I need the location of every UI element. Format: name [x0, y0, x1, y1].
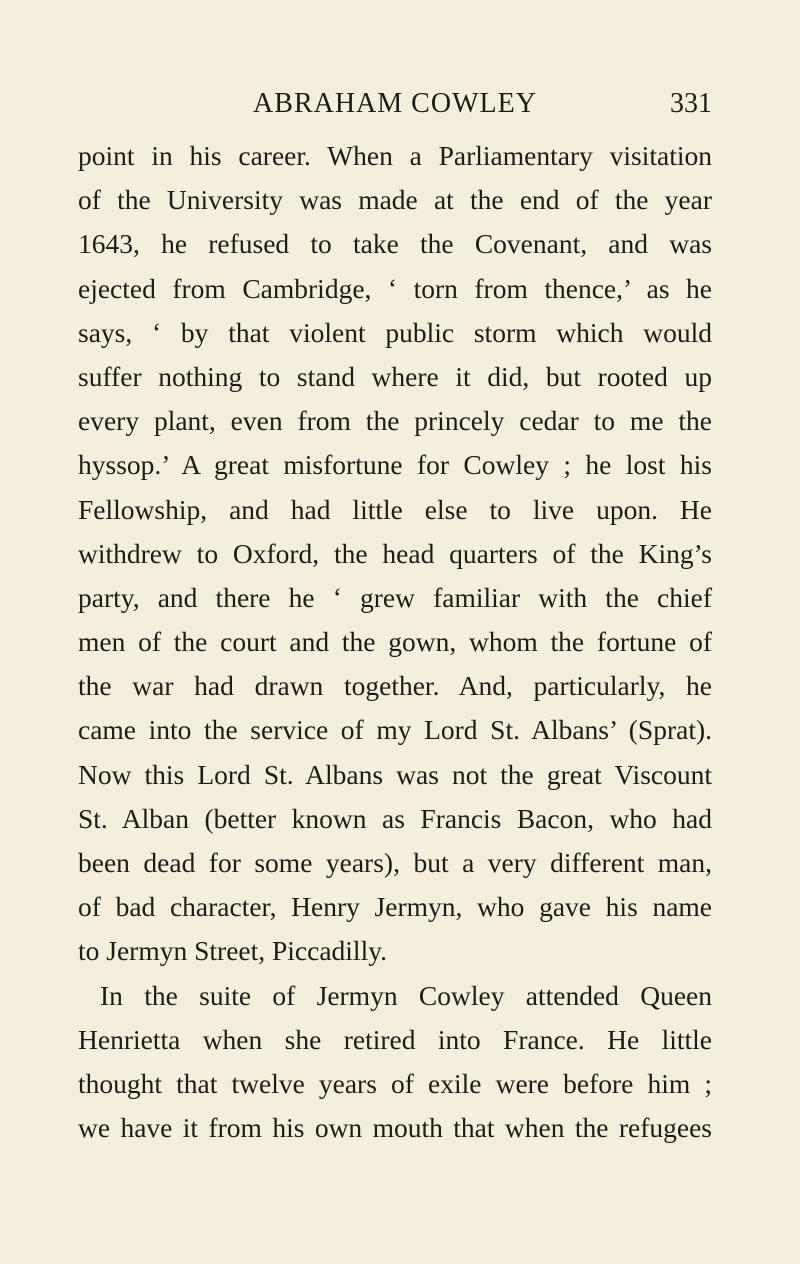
- text-line: says, ‘ by that violent public storm which would: [78, 316, 712, 348]
- text-line: Fellowship, and had little else to live upon. He: [78, 493, 712, 525]
- running-head: ABRAHAM COWLEY: [253, 88, 537, 119]
- text-line: point in his career. When a Parliamentary visitation: [78, 140, 712, 171]
- page-header: [78, 84, 712, 124]
- text-line: In the suite of Jermyn Cowley attended Queen: [100, 979, 712, 1011]
- text-line: withdrew to Oxford, the head quarters of the King’s: [78, 537, 712, 569]
- text-line: Henrietta when she retired into France. He little: [78, 1023, 712, 1055]
- page-number: 331: [670, 88, 712, 119]
- text-line: ejected from Cambridge, ‘ torn from thence,’ as he: [78, 272, 712, 304]
- text-line: party, and there he ‘ grew familiar with the chief: [78, 581, 712, 613]
- text-line: we have it from his own mouth that when the refugees: [78, 1112, 712, 1144]
- body-text: [78, 134, 712, 1150]
- text-line: hyssop.’ A great misfortune for Cowley ; he lost his: [78, 449, 712, 481]
- text-line: the war had drawn together. And, particularly, he: [78, 670, 712, 702]
- text-line: thought that twelve years of exile were before him ;: [78, 1067, 712, 1099]
- text-line: Now this Lord St. Albans was not the great Viscount: [78, 758, 712, 790]
- text-line: every plant, even from the princely cedar to me the: [78, 405, 712, 437]
- text-line: been dead for some years), but a very different man,: [78, 847, 712, 878]
- text-line: 1643, he refused to take the Covenant, and was: [78, 228, 712, 260]
- text-line: St. Alban (better known as Francis Bacon, who had: [78, 802, 712, 834]
- text-line: of the University was made at the end of the year: [78, 184, 712, 216]
- text-line: came into the service of my Lord St. Albans’ (Sprat).: [78, 714, 712, 746]
- text-line: to Jermyn Street, Piccadilly.: [78, 935, 388, 967]
- text-line: suffer nothing to stand where it did, but rooted up: [78, 360, 712, 392]
- text-line: men of the court and the gown, whom the fortune of: [78, 626, 712, 658]
- text-line: of bad character, Henry Jermyn, who gave his name: [78, 891, 712, 923]
